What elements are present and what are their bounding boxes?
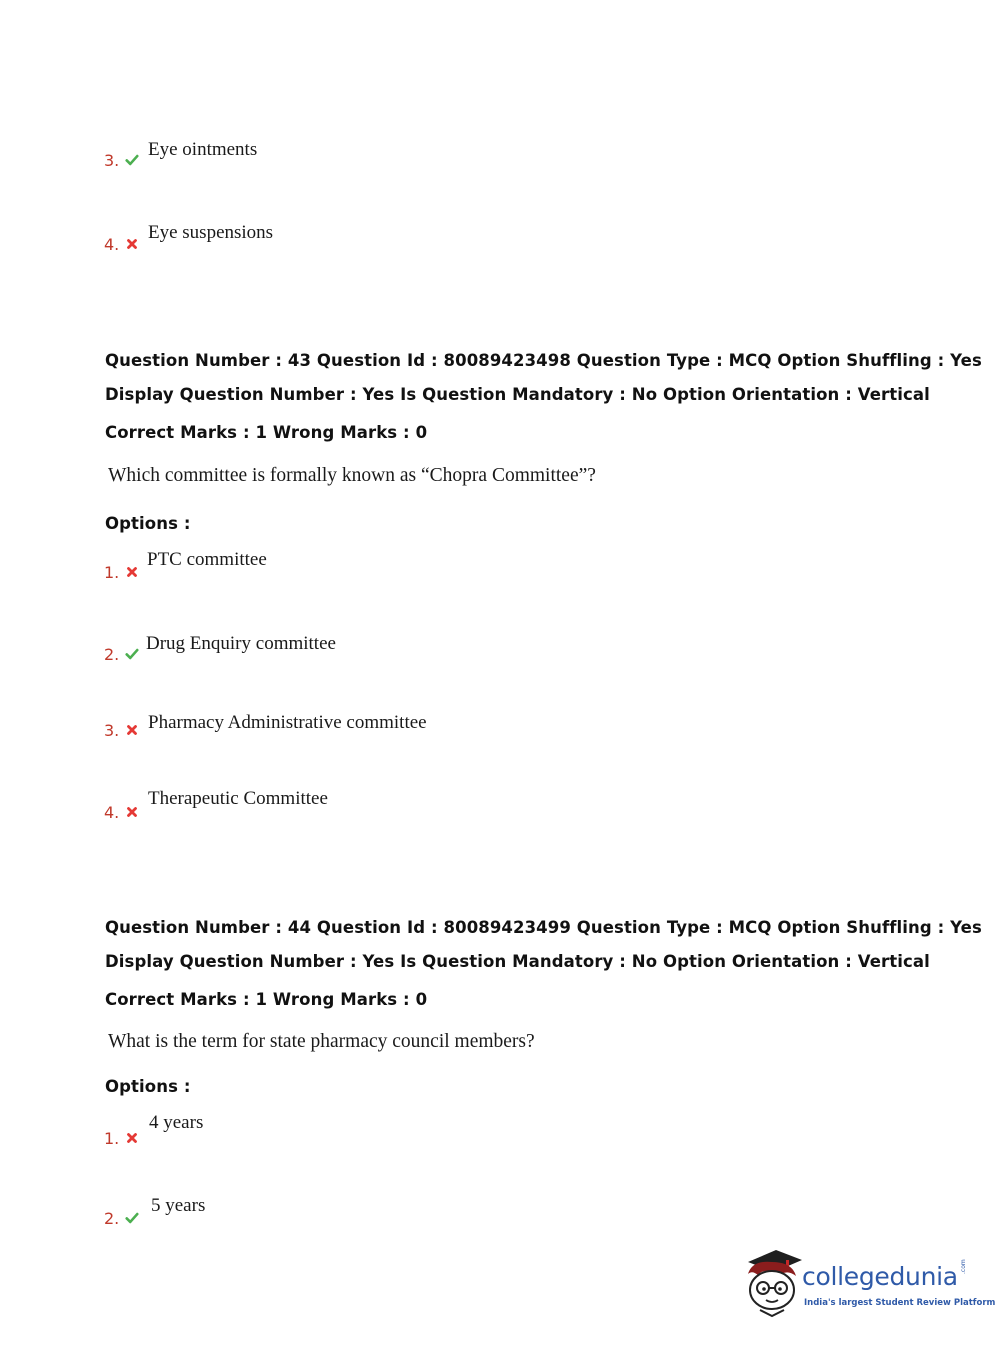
option-text: Pharmacy Administrative committee [148, 712, 427, 733]
check-icon [125, 647, 139, 661]
question-meta-line: Question Number : 43 Question Id : 80089423498 Question Type : MCQ Option Shuffling : Yes [105, 351, 982, 370]
question-marks-line: Correct Marks : 1 Wrong Marks : 0 [105, 990, 428, 1009]
option-number: 1. [104, 1129, 120, 1148]
option-text: 5 years [151, 1195, 206, 1216]
question-meta-line: Question Number : 44 Question Id : 80089423499 Question Type : MCQ Option Shuffling : Yes [105, 918, 982, 937]
brand-tagline: India's largest Student Review Platform [804, 1298, 996, 1308]
brand-name: collegedunia [802, 1262, 958, 1291]
cross-icon [125, 805, 139, 819]
question-meta-line: Display Question Number : Yes Is Question Mandatory : No Option Orientation : Vertical [105, 952, 930, 971]
option-text: Therapeutic Committee [148, 788, 328, 809]
cross-icon [125, 1131, 139, 1145]
option-text: PTC committee [147, 549, 267, 570]
option-text: Eye ointments [148, 139, 258, 160]
option-text: Drug Enquiry committee [146, 633, 336, 654]
option-number: 2. [104, 645, 120, 664]
option-number: 3. [104, 721, 120, 740]
option-number: 4. [104, 803, 120, 822]
question-meta-line: Display Question Number : Yes Is Question Mandatory : No Option Orientation : Vertical [105, 385, 930, 404]
cross-icon [125, 237, 139, 251]
cross-icon [125, 723, 139, 737]
question-text: Which committee is formally known as “Chopra Committee”? [108, 465, 596, 486]
brand-suffix: .com [960, 1259, 967, 1274]
option-number: 1. [104, 563, 120, 582]
cross-icon [125, 565, 139, 579]
mascot-icon [742, 1248, 804, 1320]
options-label: Options : [105, 1077, 191, 1096]
option-number: 2. [104, 1209, 120, 1228]
question-text: What is the term for state pharmacy council members? [108, 1031, 535, 1052]
options-label: Options : [105, 514, 191, 533]
check-icon [125, 153, 139, 167]
check-icon [125, 1211, 139, 1225]
option-text: Eye suspensions [148, 222, 274, 243]
question-marks-line: Correct Marks : 1 Wrong Marks : 0 [105, 423, 428, 442]
option-number: 3. [104, 151, 120, 170]
option-text: 4 years [149, 1112, 204, 1133]
option-number: 4. [104, 235, 120, 254]
collegedunia-logo [742, 1248, 996, 1320]
